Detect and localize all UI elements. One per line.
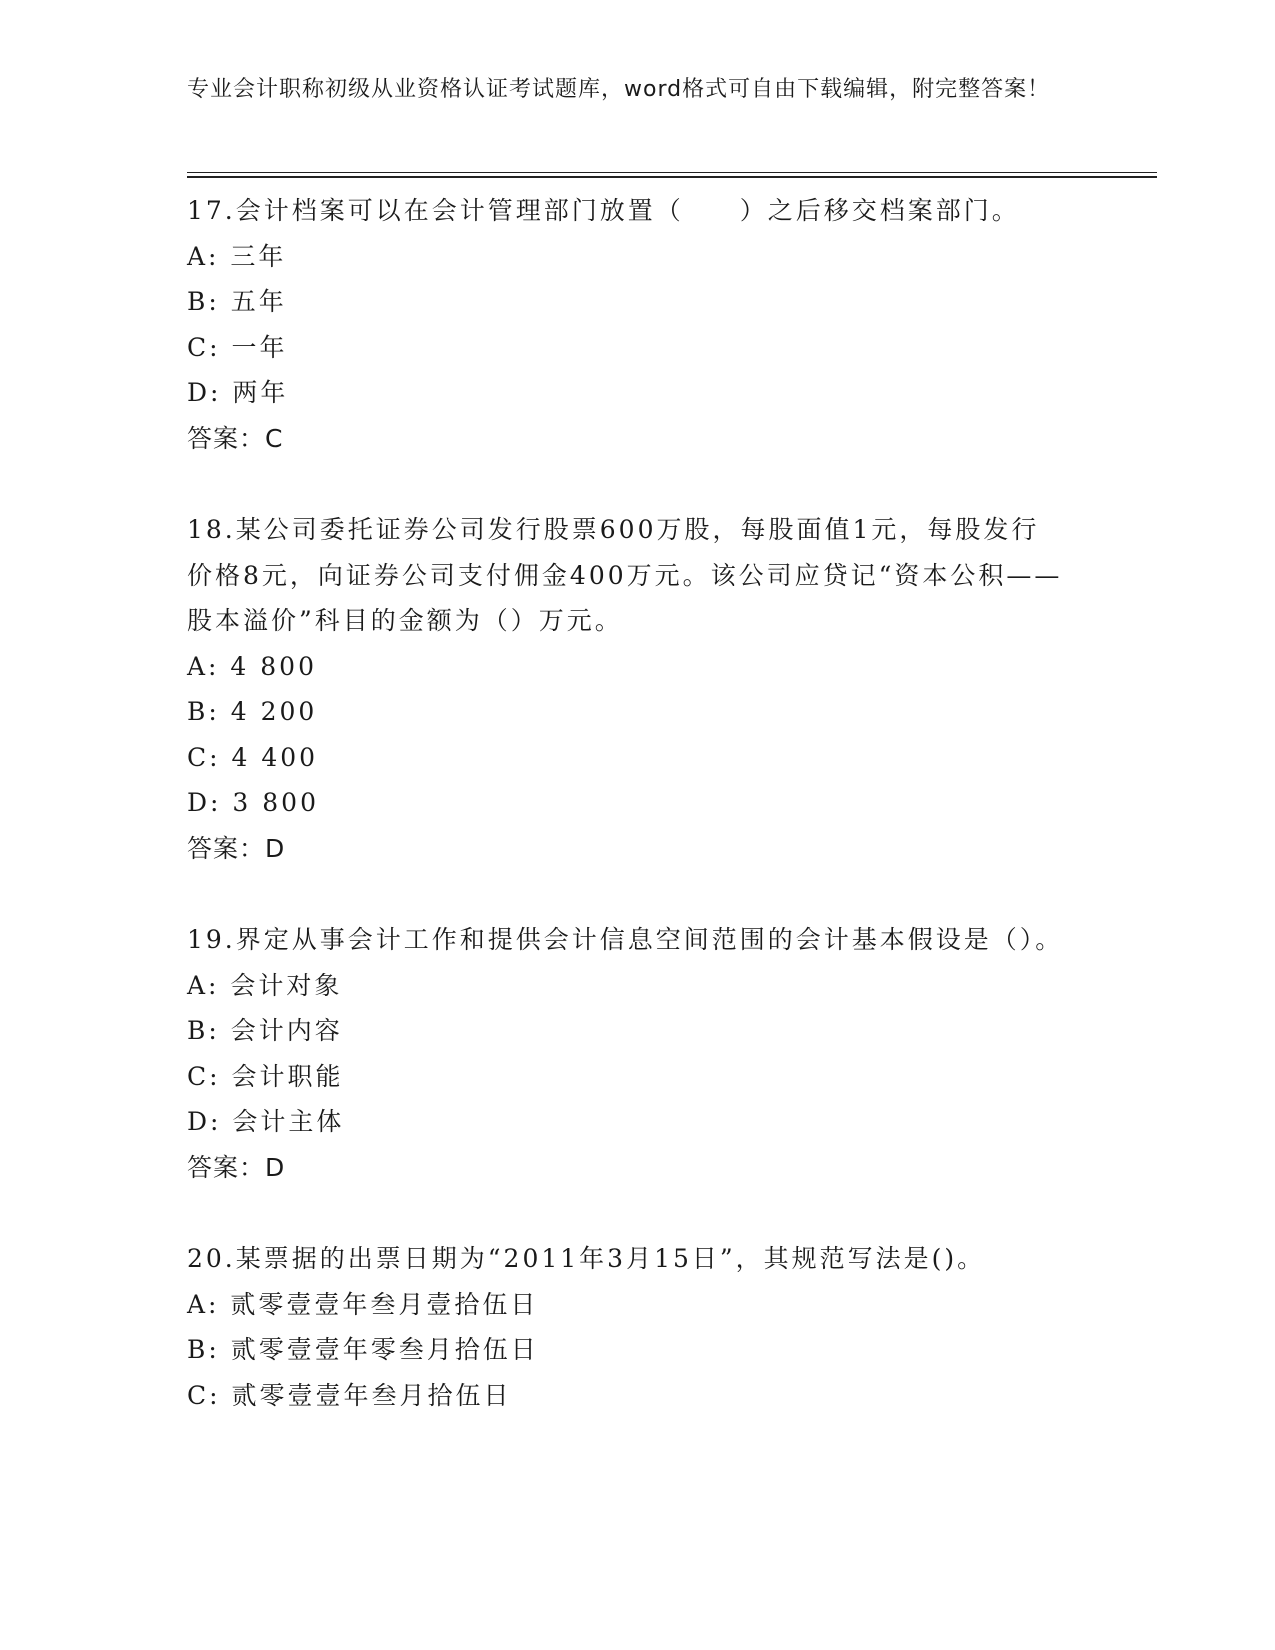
question-stem: 18.某公司委托证券公司发行股票600万股，每股面值1元，每股发行价格8元，向证券公司支付佣金400万元。该公司应贷记“资本公积——股本溢价”科目的金额为（）万元。 bbox=[187, 515, 1063, 635]
question-list bbox=[187, 188, 1067, 1418]
option-a: A: 4 800 bbox=[187, 651, 317, 681]
option-b: B: 会计内容 bbox=[187, 1016, 343, 1045]
question-18 bbox=[187, 507, 1067, 871]
option-b: B: 五年 bbox=[187, 287, 287, 316]
answer-label: 答案：D bbox=[187, 1152, 286, 1182]
question-19 bbox=[187, 917, 1067, 1190]
option-b: B: 贰零壹壹年零叁月拾伍日 bbox=[187, 1335, 539, 1364]
question-stem: 17.会计档案可以在会计管理部门放置（ ）之后移交档案部门。 bbox=[187, 196, 1020, 225]
question-stem: 19.界定从事会计工作和提供会计信息空间范围的会计基本假设是（）。 bbox=[187, 925, 1064, 954]
question-stem: 20.某票据的出票日期为“2011年3月15日”，其规范写法是()。 bbox=[187, 1244, 986, 1273]
option-c: C: 一年 bbox=[187, 332, 288, 362]
option-c: C: 会计职能 bbox=[187, 1061, 344, 1091]
option-a: A: 会计对象 bbox=[187, 970, 343, 1000]
option-a: A: 三年 bbox=[187, 241, 287, 271]
option-c: C: 贰零壹壹年叁月拾伍日 bbox=[187, 1380, 512, 1410]
option-d: D: 两年 bbox=[187, 378, 289, 407]
document-header: 专业会计职称初级从业资格认证考试题库，word格式可自由下载编辑，附完整答案！ bbox=[187, 77, 1051, 102]
option-d: D: 会计主体 bbox=[187, 1107, 345, 1136]
answer-label: 答案：C bbox=[187, 423, 284, 453]
question-20 bbox=[187, 1236, 1067, 1418]
question-17 bbox=[187, 188, 1067, 461]
answer-label: 答案：D bbox=[187, 833, 286, 863]
option-c: C: 4 400 bbox=[187, 742, 319, 772]
header-divider-thick bbox=[187, 176, 1157, 178]
option-b: B: 4 200 bbox=[187, 697, 318, 726]
header-divider-thin bbox=[187, 172, 1157, 173]
option-d: D: 3 800 bbox=[187, 788, 319, 817]
option-a: A: 贰零壹壹年叁月壹拾伍日 bbox=[187, 1289, 539, 1319]
